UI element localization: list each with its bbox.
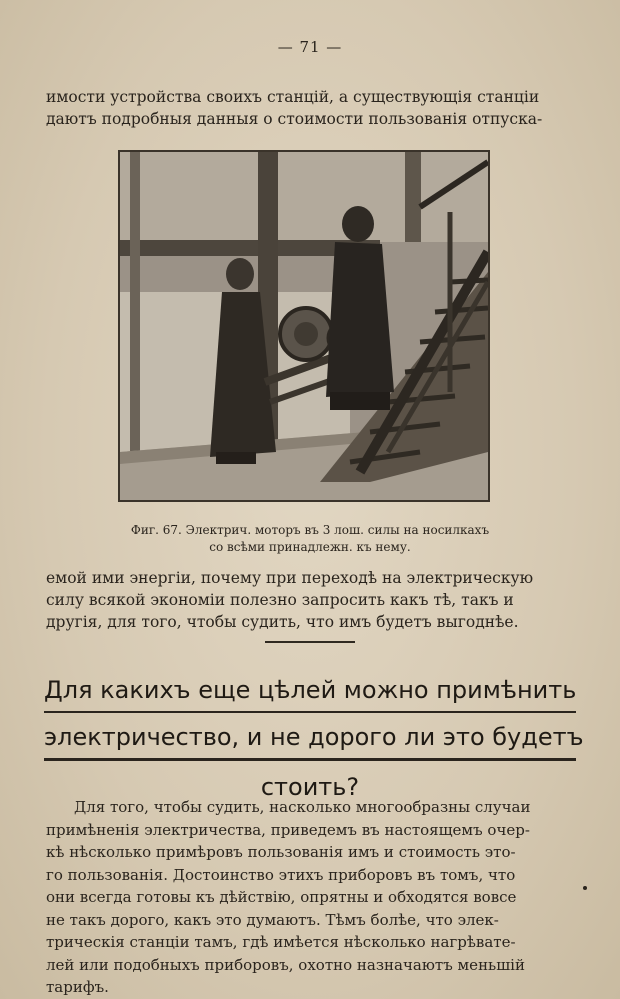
text-line: не такъ дорого, какъ это думаютъ. Тѣмъ болѣе, что элек- — [46, 910, 499, 929]
text-line: кѣ нѣсколько примѣровъ пользованія имъ и стоимость это- — [46, 843, 516, 861]
page-number: — 71 — — [277, 38, 343, 56]
motor-on-stretcher-illustration — [120, 152, 488, 500]
text-line: другія, для того, чтобы судить, что имъ будетъ выгоднѣе. — [46, 613, 519, 631]
paragraph-top — [46, 86, 576, 130]
section-divider — [265, 641, 355, 643]
figure-photo — [118, 150, 490, 502]
ink-speck — [583, 886, 587, 890]
text-line: примѣненія электричества, приведемъ въ настоящемъ очер- — [46, 820, 530, 839]
text-line: емой ими энергіи, почему при переходѣ на электрическую — [46, 569, 534, 587]
text-line: трическія станціи тамъ, гдѣ имѣется нѣсколько нагрѣвате- — [46, 933, 516, 951]
paragraph-after-figure — [46, 567, 576, 633]
text-line: имости устройства своихъ станцій, а существующія станціи — [46, 88, 540, 106]
text-line: тарифъ. — [46, 978, 109, 996]
paragraph-body — [46, 796, 576, 999]
heading-line: стоить? — [260, 773, 360, 801]
text-line: Для того, чтобы судить, насколько многообразны случаи — [74, 798, 531, 816]
caption-line: со всѣми принадлежн. къ нему. — [209, 540, 411, 554]
text-line: они всегда готовы къ дѣйствію, опрятны и обходятся вовсе — [46, 888, 517, 906]
heading-line: Для какихъ еще цѣлей можно примѣнить — [44, 672, 576, 713]
section-heading — [44, 672, 584, 805]
caption-line: Фиг. 67. Электрич. моторъ въ 3 лош. силы на носилкахъ — [130, 523, 490, 537]
text-line: даютъ подробныя данныя о стоимости пользованія отпуска- — [46, 110, 543, 128]
text-line: лей или подобныхъ приборовъ, охотно назначаютъ меньшій — [46, 955, 525, 974]
figure-caption — [60, 522, 560, 556]
heading-line: электричество, и не дорого ли это будетъ — [44, 719, 576, 761]
text-line: го пользованія. Достоинство этихъ приборовъ въ томъ, что — [46, 865, 516, 884]
text-line: силу всякой экономіи полезно запросить какъ тѣ, такъ и — [46, 591, 514, 609]
